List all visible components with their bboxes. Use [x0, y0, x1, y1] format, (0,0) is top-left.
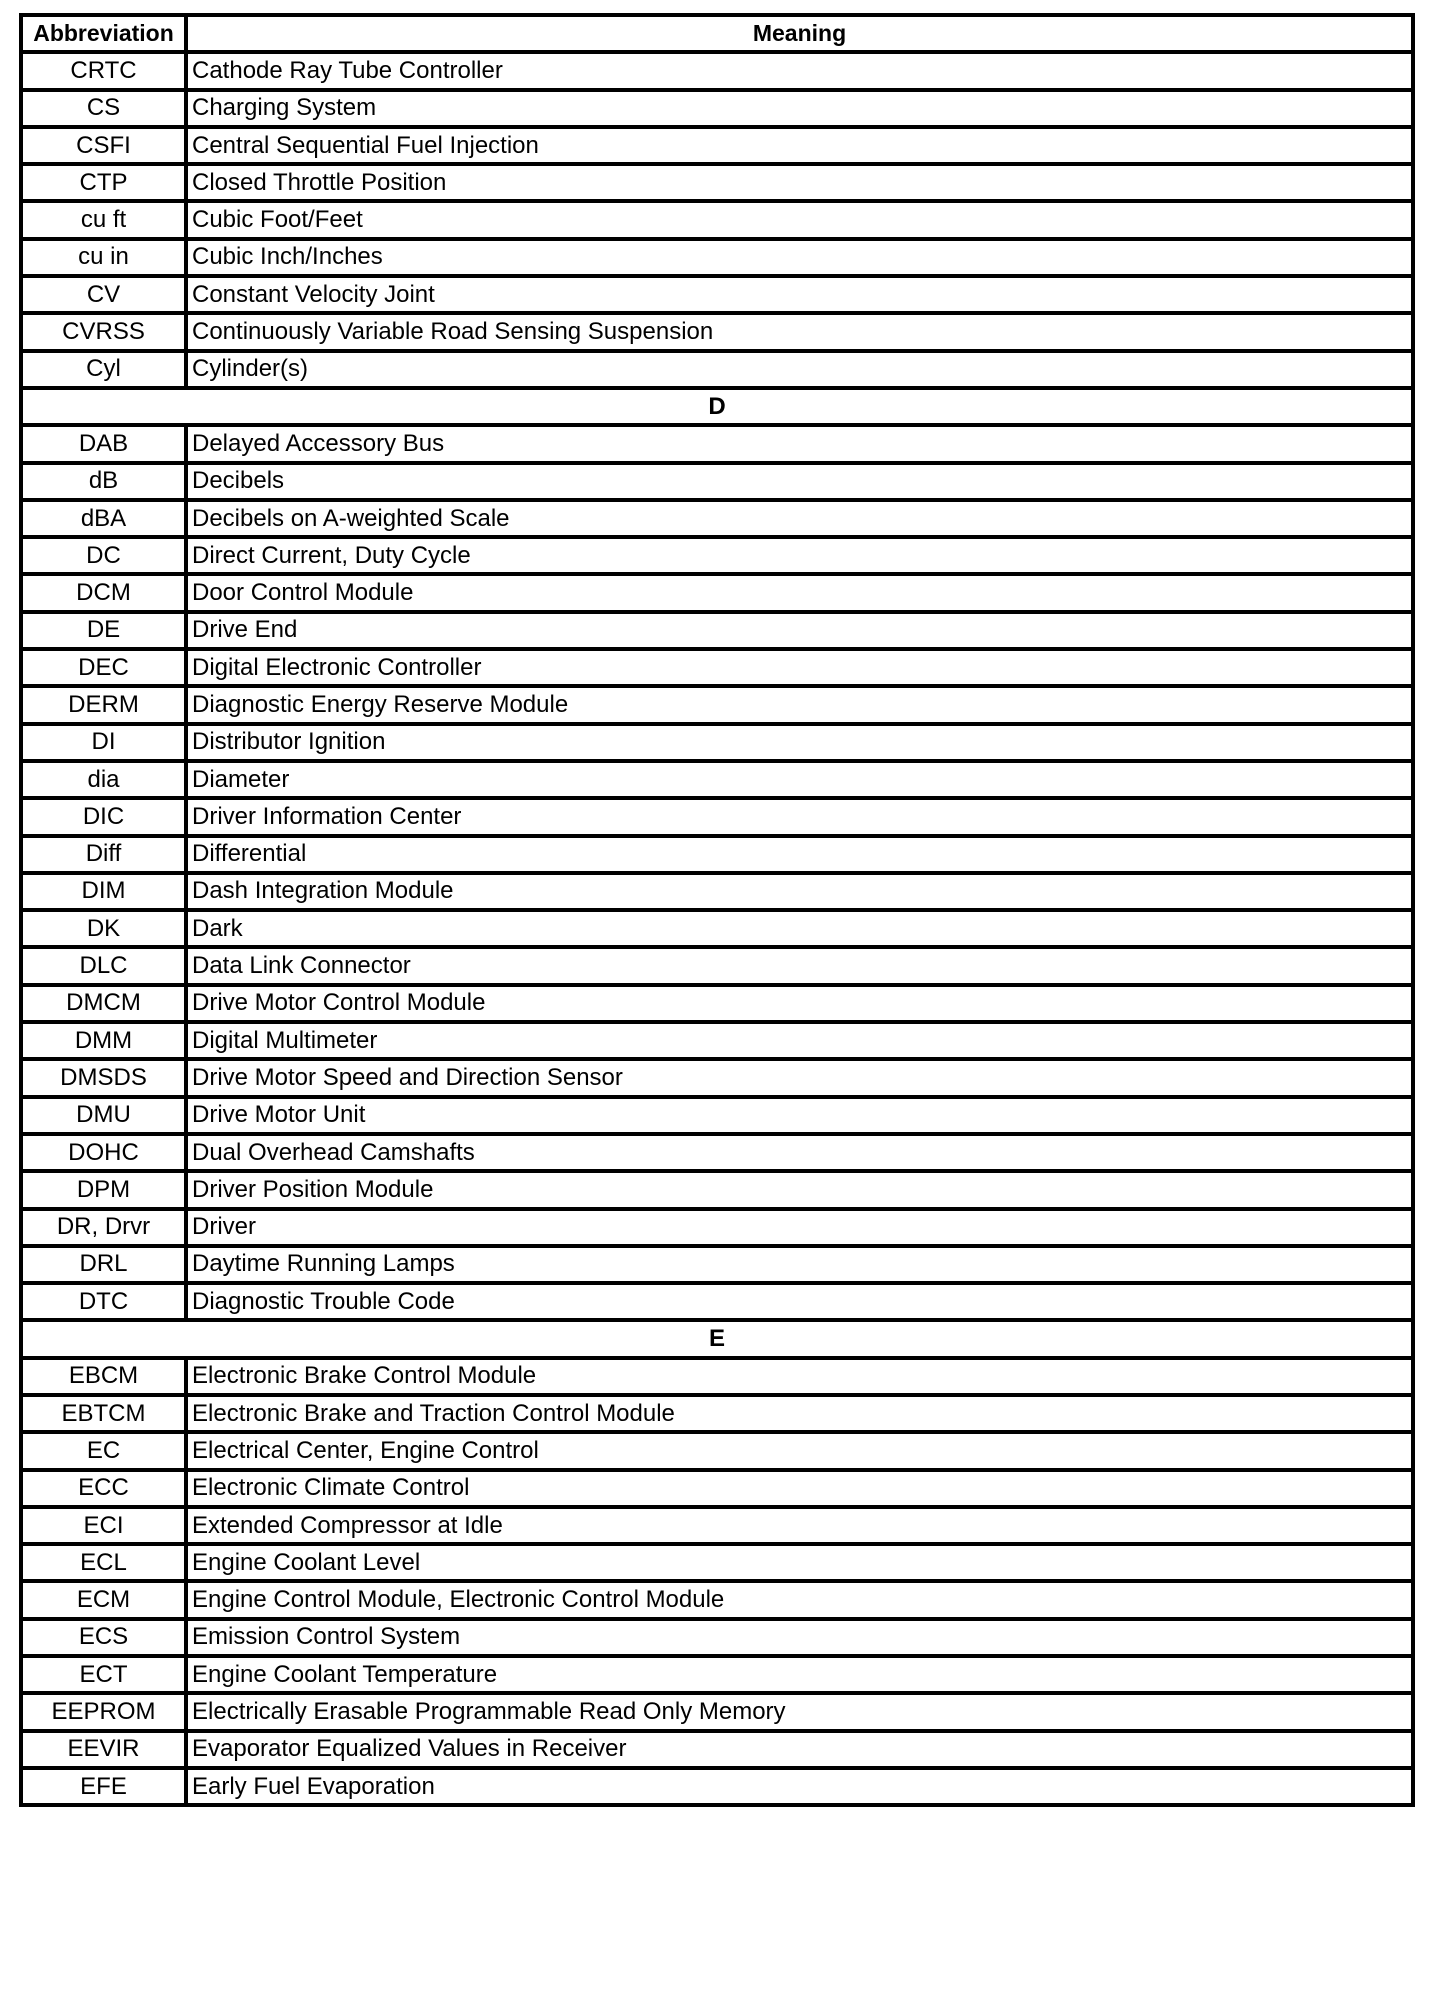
- meaning-cell: Emission Control System: [186, 1619, 1413, 1656]
- meaning-cell: Drive Motor Control Module: [186, 985, 1413, 1022]
- meaning-cell: Cathode Ray Tube Controller: [186, 52, 1413, 89]
- table-row: [21, 90, 1413, 127]
- table-row: [21, 1768, 1413, 1805]
- meaning-cell: Electronic Brake Control Module: [186, 1358, 1413, 1395]
- abbreviation-cell: DTC: [21, 1283, 186, 1320]
- meaning-cell: Early Fuel Evaporation: [186, 1768, 1413, 1805]
- abbreviation-cell: dB: [21, 463, 186, 500]
- table-row: [21, 649, 1413, 686]
- table-row: [21, 1283, 1413, 1320]
- table-row: [21, 686, 1413, 723]
- meaning-cell: Driver Position Module: [186, 1171, 1413, 1208]
- meaning-cell: Closed Throttle Position: [186, 164, 1413, 201]
- meaning-cell: Direct Current, Duty Cycle: [186, 537, 1413, 574]
- abbreviation-cell: ECT: [21, 1656, 186, 1693]
- table-row: [21, 313, 1413, 350]
- abbreviation-cell: DC: [21, 537, 186, 574]
- abbreviation-cell: EBCM: [21, 1358, 186, 1395]
- table-row: [21, 127, 1413, 164]
- abbreviation-cell: EEPROM: [21, 1693, 186, 1730]
- abbreviation-cell: DLC: [21, 947, 186, 984]
- abbreviation-cell: DIM: [21, 873, 186, 910]
- table-row: [21, 1432, 1413, 1469]
- meaning-cell: Drive End: [186, 612, 1413, 649]
- section-row: [21, 1320, 1413, 1357]
- table-row: [21, 1507, 1413, 1544]
- abbreviation-cell: DIC: [21, 798, 186, 835]
- table-row: [21, 1731, 1413, 1768]
- table-row: [21, 201, 1413, 238]
- header-abbreviation: Abbreviation: [21, 15, 186, 52]
- abbreviation-cell: CSFI: [21, 127, 186, 164]
- abbreviation-table: [19, 13, 1415, 1807]
- abbreviation-cell: DI: [21, 724, 186, 761]
- table-row: [21, 1470, 1413, 1507]
- abbreviation-cell: DE: [21, 612, 186, 649]
- abbreviation-cell: DMM: [21, 1022, 186, 1059]
- section-row: [21, 388, 1413, 425]
- header-meaning: Meaning: [186, 15, 1413, 52]
- table-row: [21, 1209, 1413, 1246]
- meaning-cell: Electronic Climate Control: [186, 1470, 1413, 1507]
- abbreviation-cell: ECM: [21, 1581, 186, 1618]
- meaning-cell: Differential: [186, 836, 1413, 873]
- abbreviation-cell: EBTCM: [21, 1395, 186, 1432]
- meaning-cell: Dash Integration Module: [186, 873, 1413, 910]
- meaning-cell: Decibels: [186, 463, 1413, 500]
- meaning-cell: Door Control Module: [186, 574, 1413, 611]
- meaning-cell: Distributor Ignition: [186, 724, 1413, 761]
- meaning-cell: Digital Electronic Controller: [186, 649, 1413, 686]
- meaning-cell: Digital Multimeter: [186, 1022, 1413, 1059]
- table-row: [21, 537, 1413, 574]
- abbreviation-cell: CV: [21, 276, 186, 313]
- meaning-cell: Diagnostic Trouble Code: [186, 1283, 1413, 1320]
- table-row: [21, 985, 1413, 1022]
- abbreviation-cell: DK: [21, 910, 186, 947]
- table-row: [21, 1693, 1413, 1730]
- abbreviation-cell: CTP: [21, 164, 186, 201]
- table-row: [21, 52, 1413, 89]
- meaning-cell: Electronic Brake and Traction Control Module: [186, 1395, 1413, 1432]
- meaning-cell: Dark: [186, 910, 1413, 947]
- meaning-cell: Charging System: [186, 90, 1413, 127]
- table-header: [21, 15, 1413, 52]
- table-row: [21, 425, 1413, 462]
- meaning-cell: Engine Control Module, Electronic Control Module: [186, 1581, 1413, 1618]
- table-row: [21, 836, 1413, 873]
- abbreviation-cell: CVRSS: [21, 313, 186, 350]
- meaning-cell: Evaporator Equalized Values in Receiver: [186, 1731, 1413, 1768]
- meaning-cell: Daytime Running Lamps: [186, 1246, 1413, 1283]
- meaning-cell: Driver: [186, 1209, 1413, 1246]
- meaning-cell: Diagnostic Energy Reserve Module: [186, 686, 1413, 723]
- table-row: [21, 1544, 1413, 1581]
- abbreviation-cell: DOHC: [21, 1134, 186, 1171]
- table-row: [21, 1171, 1413, 1208]
- meaning-cell: Decibels on A-weighted Scale: [186, 500, 1413, 537]
- table-row: [21, 1022, 1413, 1059]
- meaning-cell: Engine Coolant Level: [186, 1544, 1413, 1581]
- table-row: [21, 1246, 1413, 1283]
- table-row: [21, 612, 1413, 649]
- abbreviation-cell: DMSDS: [21, 1059, 186, 1096]
- table-row: [21, 1097, 1413, 1134]
- table-row: [21, 1656, 1413, 1693]
- meaning-cell: Electrical Center, Engine Control: [186, 1432, 1413, 1469]
- abbreviation-cell: cu ft: [21, 201, 186, 238]
- meaning-cell: Cylinder(s): [186, 351, 1413, 388]
- abbreviation-cell: DR, Drvr: [21, 1209, 186, 1246]
- table-row: [21, 1581, 1413, 1618]
- abbreviation-cell: ECL: [21, 1544, 186, 1581]
- meaning-cell: Constant Velocity Joint: [186, 276, 1413, 313]
- abbreviation-cell: DCM: [21, 574, 186, 611]
- meaning-cell: Continuously Variable Road Sensing Suspension: [186, 313, 1413, 350]
- abbreviation-cell: ECS: [21, 1619, 186, 1656]
- table-row: [21, 239, 1413, 276]
- meaning-cell: Drive Motor Unit: [186, 1097, 1413, 1134]
- table-row: [21, 798, 1413, 835]
- table-row: [21, 910, 1413, 947]
- table-row: [21, 1358, 1413, 1395]
- section-letter: E: [21, 1320, 1413, 1357]
- table-row: [21, 351, 1413, 388]
- section-letter: D: [21, 388, 1413, 425]
- table-row: [21, 276, 1413, 313]
- abbreviation-cell: EEVIR: [21, 1731, 186, 1768]
- abbreviation-cell: cu in: [21, 239, 186, 276]
- meaning-cell: Data Link Connector: [186, 947, 1413, 984]
- meaning-cell: Delayed Accessory Bus: [186, 425, 1413, 462]
- table-body: [21, 52, 1413, 1805]
- abbreviation-cell: DAB: [21, 425, 186, 462]
- table-row: [21, 500, 1413, 537]
- abbreviation-cell: DPM: [21, 1171, 186, 1208]
- table-row: [21, 873, 1413, 910]
- table-row: [21, 164, 1413, 201]
- meaning-cell: Extended Compressor at Idle: [186, 1507, 1413, 1544]
- abbreviation-cell: DMCM: [21, 985, 186, 1022]
- abbreviation-cell: dia: [21, 761, 186, 798]
- table-row: [21, 1619, 1413, 1656]
- table-row: [21, 1395, 1413, 1432]
- meaning-cell: Cubic Inch/Inches: [186, 239, 1413, 276]
- table-row: [21, 574, 1413, 611]
- abbreviation-cell: Cyl: [21, 351, 186, 388]
- table-row: [21, 724, 1413, 761]
- abbreviation-cell: CS: [21, 90, 186, 127]
- meaning-cell: Diameter: [186, 761, 1413, 798]
- abbreviation-cell: Diff: [21, 836, 186, 873]
- meaning-cell: Drive Motor Speed and Direction Sensor: [186, 1059, 1413, 1096]
- meaning-cell: Engine Coolant Temperature: [186, 1656, 1413, 1693]
- table-row: [21, 1134, 1413, 1171]
- abbreviation-cell: ECC: [21, 1470, 186, 1507]
- table-row: [21, 1059, 1413, 1096]
- table-row: [21, 947, 1413, 984]
- table-row: [21, 463, 1413, 500]
- abbreviation-cell: DMU: [21, 1097, 186, 1134]
- abbreviation-cell: EC: [21, 1432, 186, 1469]
- header-row: [21, 15, 1413, 52]
- meaning-cell: Driver Information Center: [186, 798, 1413, 835]
- abbreviation-cell: DRL: [21, 1246, 186, 1283]
- abbreviation-cell: CRTC: [21, 52, 186, 89]
- meaning-cell: Central Sequential Fuel Injection: [186, 127, 1413, 164]
- abbreviation-cell: DERM: [21, 686, 186, 723]
- abbreviation-cell: EFE: [21, 1768, 186, 1805]
- meaning-cell: Electrically Erasable Programmable Read Only Memory: [186, 1693, 1413, 1730]
- abbreviation-cell: DEC: [21, 649, 186, 686]
- table-row: [21, 761, 1413, 798]
- abbreviation-cell: ECI: [21, 1507, 186, 1544]
- meaning-cell: Cubic Foot/Feet: [186, 201, 1413, 238]
- abbreviation-cell: dBA: [21, 500, 186, 537]
- meaning-cell: Dual Overhead Camshafts: [186, 1134, 1413, 1171]
